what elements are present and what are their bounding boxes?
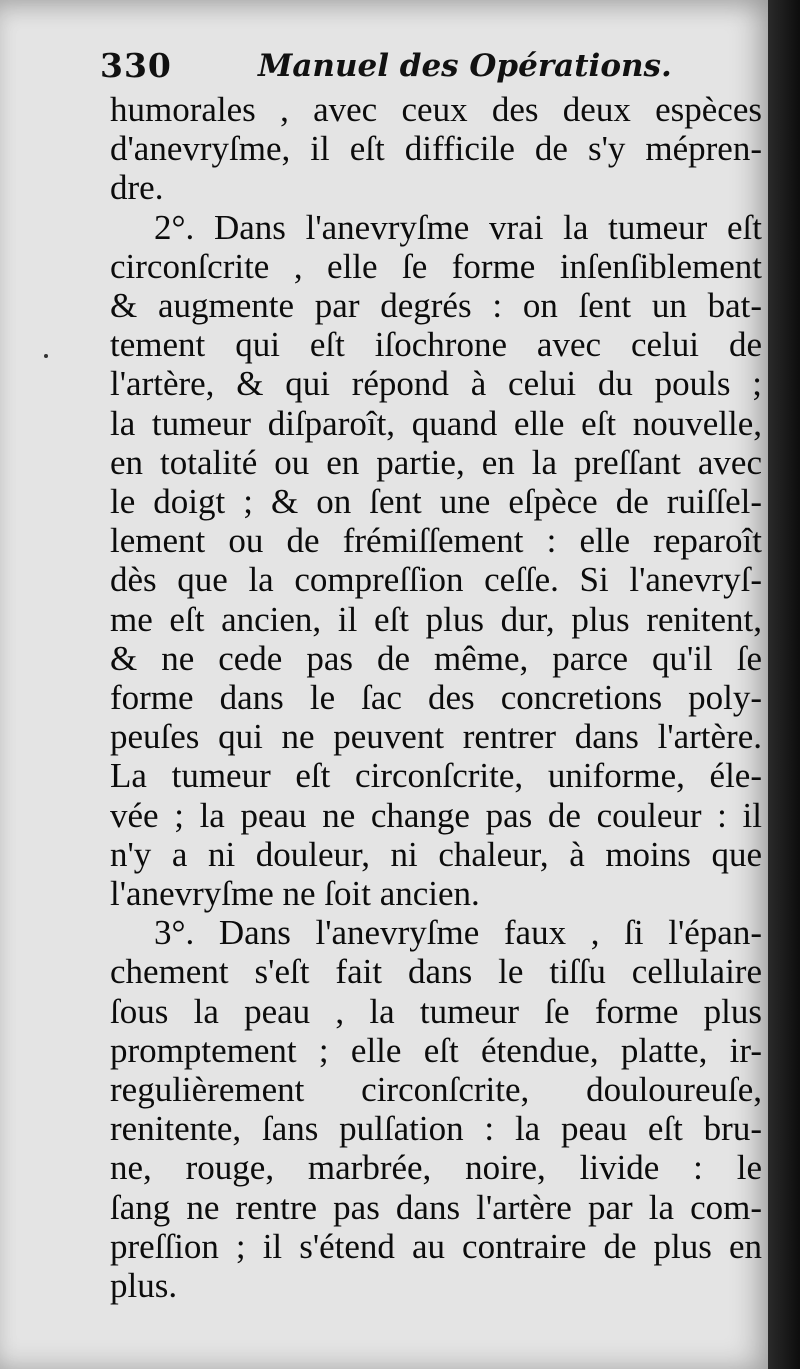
text-line: le doigt ; & on ſent une eſpèce de ruiſſel- (110, 482, 762, 522)
text-line: ſang ne rentre pas dans l'artère par la com- (110, 1187, 762, 1227)
text-line: d'anevryſme, il eſt difficile de s'y mépren- (110, 129, 762, 169)
ink-spot (44, 354, 48, 358)
text-line: lement ou de frémiſſement : elle reparoît (110, 521, 762, 561)
page-number: 330 (100, 46, 172, 85)
text-line: 2°. Dans l'anevryſme vrai la tumeur eſt (154, 207, 762, 247)
text-line: dre. (110, 168, 164, 208)
page-edge-shadow (768, 0, 800, 1369)
running-title: Manuel des Opérations. (258, 48, 672, 84)
text-line: la tumeur diſparoît, quand elle eſt nouvelle, (110, 403, 762, 443)
text-line: & augmente par degrés : on ſent un bat- (110, 286, 762, 326)
page-header (100, 44, 760, 88)
text-line: tement qui eſt iſochrone avec celui de (110, 325, 762, 365)
text-line: humorales , avec ceux des deux espèces (110, 90, 762, 129)
text-line: preſſion ; il s'étend au contraire de plus en (110, 1226, 762, 1266)
text-line: promptement ; elle eſt étendue, platte, ir- (110, 1030, 762, 1070)
text-line: n'y a ni douleur, ni chaleur, à moins que (110, 834, 762, 874)
text-line: 3°. Dans l'anevryſme faux , ſi l'épan- (154, 913, 762, 953)
text-line: l'anevryſme ne ſoit ancien. (110, 874, 480, 914)
text-line: en totalité ou en partie, en la preſſant avec (110, 442, 762, 482)
text-line: forme dans le ſac des concretions poly- (110, 678, 762, 718)
paragraph (110, 208, 762, 914)
text-line: renitente, ſans pulſation : la peau eſt bru- (110, 1109, 762, 1149)
text-line: l'artère, & qui répond à celui du pouls ; (110, 364, 762, 404)
text-line: dès que la compreſſion ceſſe. Si l'anevryſ- (110, 560, 762, 600)
text-line: circonſcrite , elle ſe forme inſenſiblement (110, 246, 762, 286)
text-line: regulièrement circonſcrite, douloureuſe, (110, 1070, 762, 1110)
text-line: chement s'eſt fait dans le tiſſu cellulaire (110, 952, 762, 992)
text-line: peuſes qui ne peuvent rentrer dans l'artère. (110, 717, 762, 757)
text-line: La tumeur eſt circonſcrite, uniforme, éle- (110, 756, 762, 796)
text-line: ne, rouge, marbrée, noire, livide : le (110, 1148, 762, 1188)
body-text (110, 90, 762, 1305)
text-line: vée ; la peau ne change pas de couleur : il (110, 795, 762, 835)
text-line: & ne cede pas de même, parce qu'il ſe (110, 638, 762, 678)
text-line: plus. (110, 1266, 178, 1306)
paragraph (110, 913, 762, 1305)
text-line: me eſt ancien, il eſt plus dur, plus renitent, (110, 599, 762, 639)
paragraph (110, 90, 762, 208)
text-line: ſous la peau , la tumeur ſe forme plus (110, 991, 762, 1031)
